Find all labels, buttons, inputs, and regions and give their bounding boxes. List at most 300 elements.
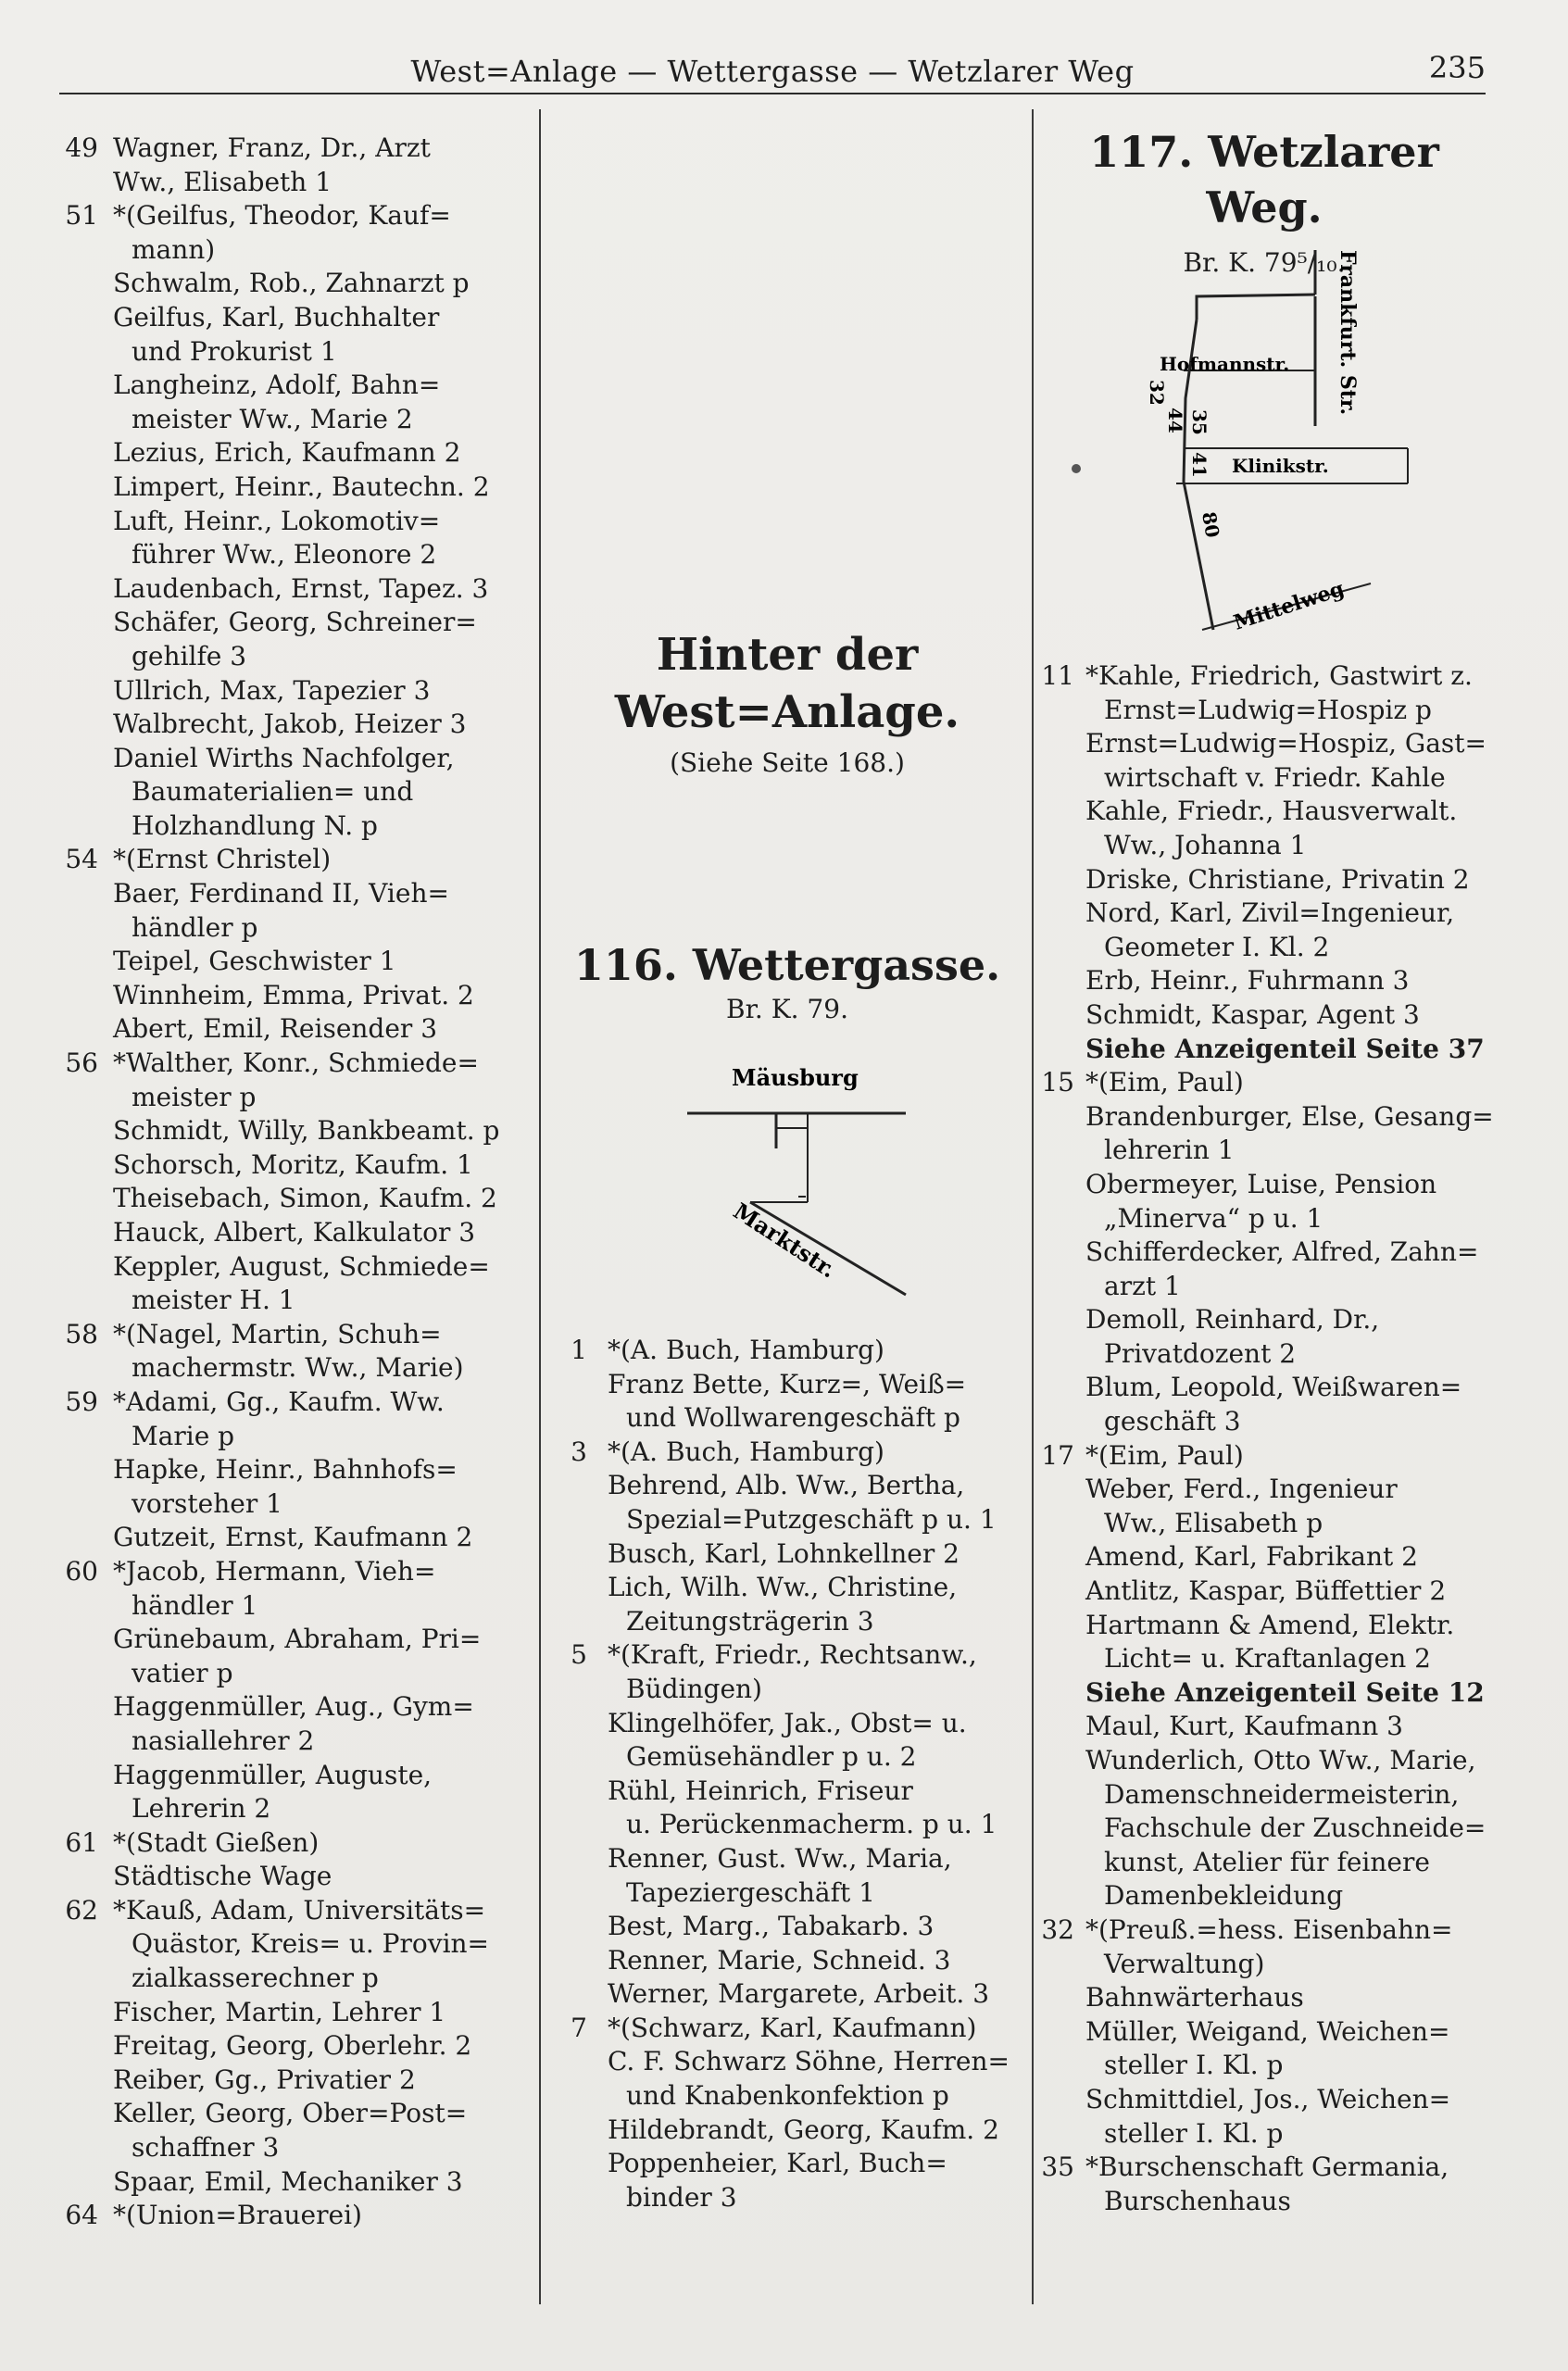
entry-text: arzt 1 xyxy=(1104,1270,1181,1301)
entry-text: Fischer, Martin, Lehrer 1 xyxy=(113,1996,446,2027)
directory-entry-line xyxy=(56,1250,528,1285)
entry-text: steller I. Kl. p xyxy=(1104,2117,1284,2149)
directory-entry-line xyxy=(546,1537,1023,1572)
entry-text: vorsteher 1 xyxy=(132,1487,282,1519)
entry-text: *(A. Buch, Hamburg) xyxy=(608,1335,884,1365)
directory-entry-line xyxy=(56,1657,528,1691)
directory-entry-line xyxy=(1022,1879,1513,1913)
entry-text: Renner, Gust. Ww., Maria, xyxy=(608,1842,952,1874)
house-number: 15 xyxy=(1041,1067,1074,1098)
house-number-80: 80 xyxy=(1198,509,1224,540)
wettergasse-map-ref: Br. K. 79. xyxy=(726,994,848,1024)
entry-text: Limpert, Heinr., Bautechn. 2 xyxy=(113,470,490,502)
entry-text: Tapeziergeschäft 1 xyxy=(626,1876,875,1908)
directory-entry-line xyxy=(1022,1812,1513,1846)
directory-entry-line xyxy=(56,2029,528,2064)
directory-entry-line xyxy=(1022,1948,1513,1982)
entry-text: meister Ww., Marie 2 xyxy=(132,403,413,434)
entry-text: *(Geilfus, Theodor, Kauf= xyxy=(113,200,451,232)
wettergasse-section xyxy=(556,937,1019,1026)
directory-entry-line xyxy=(56,1386,528,1420)
directory-entry-line xyxy=(56,1759,528,1793)
entry-text: und Knabenkonfektion p xyxy=(626,2080,949,2112)
directory-entry-line xyxy=(546,1808,1023,1842)
house-number: 1 xyxy=(571,1335,587,1365)
entry-text: *(Preuß.=hess. Eisenbahn= xyxy=(1085,1913,1453,1945)
directory-entry-line xyxy=(56,911,528,946)
hofmannstr-label: Hofmannstr. xyxy=(1160,353,1290,375)
entry-text: Hartmann & Amend, Elektr. xyxy=(1085,1609,1455,1640)
advertisement-reference: Siehe Anzeigenteil Seite 37 xyxy=(1085,1033,1485,1064)
directory-entry-line xyxy=(56,1962,528,1996)
entry-text: Theisebach, Simon, Kaufm. 2 xyxy=(113,1183,497,1214)
entry-text: Baumaterialien= und xyxy=(132,776,414,808)
directory-entry-line xyxy=(56,1725,528,1759)
entry-text: Grünebaum, Abraham, Pri= xyxy=(113,1624,482,1655)
entry-text: lehrerin 1 xyxy=(1104,1135,1235,1166)
entry-text: schaffner 3 xyxy=(132,2132,280,2164)
entry-text: Maul, Kurt, Kaufmann 3 xyxy=(1085,1711,1403,1742)
entry-text: Luft, Heinr., Lokomotiv= xyxy=(113,505,441,536)
hinter-heading-1: Hinter der xyxy=(656,629,919,681)
entry-text: Hapke, Heinr., Bahnhofs= xyxy=(113,1454,458,1486)
entry-text: Schifferdecker, Alfred, Zahn= xyxy=(1085,1236,1479,1268)
house-number-35: 35 xyxy=(1188,409,1210,435)
column-divider-1 xyxy=(539,109,541,2304)
entry-text: Ernst=Ludwig=Hospiz p xyxy=(1104,694,1432,725)
entry-text: gehilfe 3 xyxy=(132,640,247,671)
entry-text: Schwalm, Rob., Zahnarzt p xyxy=(113,268,470,299)
directory-entry-line xyxy=(56,301,528,335)
entry-text: wirtschaft v. Friedr. Kahle xyxy=(1104,761,1446,793)
entry-text: Keppler, August, Schmiede= xyxy=(113,1250,490,1282)
entry-text: Quästor, Kreis= u. Provin= xyxy=(132,1928,490,1960)
entry-text: führer Ww., Eleonore 2 xyxy=(132,539,437,571)
page-header xyxy=(59,48,1486,94)
directory-entry-line xyxy=(1022,1236,1513,1270)
directory-entry-line xyxy=(1022,1405,1513,1439)
directory-entry-line xyxy=(56,572,528,607)
entry-text: Gutzeit, Ernst, Kaufmann 2 xyxy=(113,1522,473,1553)
directory-entry-line xyxy=(1022,1507,1513,1541)
entry-text: Laudenbach, Ernst, Tapez. 3 xyxy=(113,572,489,604)
entry-text: Busch, Karl, Lohnkellner 2 xyxy=(608,1537,960,1569)
directory-entry-line xyxy=(1022,1778,1513,1813)
entry-text: Wunderlich, Otto Ww., Marie, xyxy=(1085,1745,1476,1775)
directory-entry-line xyxy=(546,1334,1023,1368)
directory-entry-line xyxy=(1022,1913,1513,1948)
entry-text: meister H. 1 xyxy=(132,1285,295,1316)
entry-text: Geilfus, Karl, Buchhalter xyxy=(113,301,440,332)
directory-entry-line xyxy=(56,505,528,539)
directory-entry-line xyxy=(1022,1439,1513,1474)
entry-text: Abert, Emil, Reisender 3 xyxy=(113,1013,438,1045)
running-title: West=Anlage — Wettergasse — Wetzlarer Weg xyxy=(410,54,1135,89)
entry-text: machermstr. Ww., Marie) xyxy=(132,1352,464,1384)
entry-text: *(Stadt Gießen) xyxy=(113,1826,320,1858)
house-number: 64 xyxy=(65,2200,98,2231)
wetzlarer-heading: 117. Wetzlarer Weg. xyxy=(1089,127,1439,232)
entry-text: Ww., Elisabeth 1 xyxy=(113,166,332,197)
directory-entry-line xyxy=(1022,1846,1513,1880)
entry-text: Haggenmüller, Auguste, xyxy=(113,1759,433,1790)
wetzlarer-map-ref: Br. K. 79⁵/₁₀. xyxy=(1183,247,1346,278)
house-number-32: 32 xyxy=(1146,380,1168,406)
house-number: 7 xyxy=(571,2012,587,2043)
directory-entry-line xyxy=(56,1894,528,1928)
directory-entry-line xyxy=(1022,761,1513,796)
directory-entry-line xyxy=(56,1420,528,1454)
marktstr-label: Marktstr. xyxy=(728,1197,842,1284)
entry-text: Ullrich, Max, Tapezier 3 xyxy=(113,674,431,706)
entry-text: *(Union=Brauerei) xyxy=(113,2200,362,2231)
directory-entry-line xyxy=(56,742,528,776)
directory-entry-line xyxy=(56,2097,528,2131)
directory-entry-line xyxy=(1022,1642,1513,1676)
klinikstr-label: Klinikstr. xyxy=(1232,455,1329,477)
entry-text: *Kauß, Adam, Universitäts= xyxy=(113,1894,486,1926)
entry-text: Schmidt, Willy, Bankbeamt. p xyxy=(113,1115,500,1147)
directory-entry-line xyxy=(1022,1540,1513,1574)
entry-text: Licht= u. Kraftanlagen 2 xyxy=(1104,1643,1431,1675)
directory-entry-line xyxy=(1022,1100,1513,1135)
column-1 xyxy=(56,132,528,2233)
entry-text: Ernst=Ludwig=Hospiz, Gast= xyxy=(1085,728,1487,759)
directory-entry-line xyxy=(56,1216,528,1250)
entry-text: händler p xyxy=(132,911,258,943)
directory-entry-line xyxy=(56,369,528,403)
entry-text: binder 3 xyxy=(626,2181,737,2213)
directory-entry-line xyxy=(1022,1371,1513,1405)
entry-text: Demoll, Reinhard, Dr., xyxy=(1085,1304,1380,1336)
header-rule xyxy=(59,93,1486,94)
directory-entry-line xyxy=(1022,829,1513,863)
house-number: 32 xyxy=(1041,1913,1074,1945)
directory-entry-line xyxy=(56,335,528,370)
directory-entry-line xyxy=(546,2114,1023,2148)
entry-text: Teipel, Geschwister 1 xyxy=(113,946,396,977)
entry-text: meister p xyxy=(132,1081,257,1112)
entry-text: Renner, Marie, Schneid. 3 xyxy=(608,1944,951,1976)
directory-entry-line xyxy=(56,436,528,470)
directory-entry-line xyxy=(56,233,528,268)
directory-entry-line xyxy=(546,1571,1023,1605)
entry-text: Weber, Ferd., Ingenieur xyxy=(1085,1474,1398,1505)
directory-entry-line xyxy=(1022,2185,1513,2219)
entry-text: Kahle, Friedr., Hausverwalt. xyxy=(1085,796,1458,827)
directory-entry-line xyxy=(546,2147,1023,2181)
directory-entry-line xyxy=(56,979,528,1013)
directory-entry-line xyxy=(546,1977,1023,2012)
entry-text: Brandenburger, Else, Gesang= xyxy=(1085,1100,1494,1132)
directory-entry-line xyxy=(1022,1134,1513,1168)
directory-entry-line xyxy=(546,2045,1023,2079)
entry-text: Daniel Wirths Nachfolger, xyxy=(113,742,455,773)
directory-entry-line xyxy=(546,1673,1023,1707)
directory-entry-line xyxy=(1022,897,1513,931)
directory-entry-line xyxy=(1022,727,1513,761)
entry-text: und Prokurist 1 xyxy=(132,335,337,367)
house-number: 60 xyxy=(65,1555,98,1587)
entry-text: *(A. Buch, Hamburg) xyxy=(608,1436,884,1467)
directory-entry-line xyxy=(1022,2015,1513,2050)
directory-entry-line xyxy=(56,945,528,979)
hinter-reference: (Siehe Seite 168.) xyxy=(670,747,905,778)
directory-entry-line xyxy=(56,1012,528,1047)
directory-entry-line xyxy=(1022,1168,1513,1202)
entry-text: kunst, Atelier für feinere xyxy=(1104,1846,1430,1877)
house-number: 61 xyxy=(65,1826,98,1858)
page-number: 235 xyxy=(1428,50,1486,85)
entry-text: Rühl, Heinrich, Friseur xyxy=(608,1775,913,1806)
entry-text: Privatdozent 2 xyxy=(1104,1337,1297,1369)
directory-entry-line xyxy=(56,2131,528,2165)
entry-text: Büdingen) xyxy=(626,1673,762,1704)
directory-entry-line xyxy=(56,1589,528,1624)
entry-text: Marie p xyxy=(132,1420,235,1451)
directory-entry-line xyxy=(1022,1609,1513,1643)
entry-text: Damenschneidermeisterin, xyxy=(1104,1778,1460,1810)
directory-entry-line xyxy=(56,2064,528,2098)
directory-entry-line xyxy=(546,1469,1023,1503)
entry-text: Schmidt, Kaspar, Agent 3 xyxy=(1085,998,1420,1030)
directory-entry-line xyxy=(56,1690,528,1725)
entry-text: *(Nagel, Martin, Schuh= xyxy=(113,1318,442,1349)
frankfurt-str-label: Frankfurt. Str. xyxy=(1336,250,1360,416)
directory-entry-line xyxy=(546,1707,1023,1741)
entry-text: *Adami, Gg., Kaufm. Ww. xyxy=(113,1386,445,1417)
entry-text: Reiber, Gg., Privatier 2 xyxy=(113,2064,416,2095)
directory-entry-line xyxy=(56,640,528,674)
entry-text: *Walther, Konr., Schmiede= xyxy=(113,1048,479,1079)
entry-text: vatier p xyxy=(132,1657,233,1688)
entry-text: mann) xyxy=(132,233,216,265)
directory-entry-line xyxy=(546,1638,1023,1673)
entry-text: C. F. Schwarz Söhne, Herren= xyxy=(608,2046,1010,2077)
directory-entry-line xyxy=(56,1792,528,1826)
directory-entry-line xyxy=(546,1740,1023,1775)
directory-entry-line xyxy=(546,1436,1023,1470)
directory-entry-line xyxy=(56,1555,528,1589)
directory-entry-line xyxy=(56,199,528,233)
directory-entry-line xyxy=(56,1284,528,1318)
column-2-bottom xyxy=(546,1334,1023,2214)
directory-entry-line xyxy=(56,267,528,301)
directory-entry-line xyxy=(56,1623,528,1657)
house-number: 35 xyxy=(1041,2151,1074,2183)
entry-text: Spaar, Emil, Mechaniker 3 xyxy=(113,2165,463,2197)
directory-entry-line xyxy=(1022,1270,1513,1304)
directory-entry-line xyxy=(546,1401,1023,1436)
house-number: 5 xyxy=(571,1639,587,1671)
directory-entry-line xyxy=(56,606,528,640)
wetzlarer-map xyxy=(1047,241,1473,648)
entry-text: *(Eim, Paul) xyxy=(1085,1067,1244,1098)
column-3 xyxy=(1022,659,1513,2218)
entry-text: Ww., Elisabeth p xyxy=(1104,1507,1323,1538)
house-number-41: 41 xyxy=(1188,452,1210,478)
directory-entry-line xyxy=(546,2079,1023,2114)
directory-entry-line xyxy=(546,1910,1023,1944)
directory-entry-line xyxy=(546,1842,1023,1876)
directory-entry-line xyxy=(56,538,528,572)
advertisement-reference: Siehe Anzeigenteil Seite 12 xyxy=(1085,1676,1485,1708)
entry-text: Spezial=Putzgeschäft p u. 1 xyxy=(626,1503,997,1535)
directory-entry-line xyxy=(1022,1676,1513,1711)
directory-entry-line xyxy=(1022,1981,1513,2015)
directory-entry-line xyxy=(1022,1574,1513,1609)
directory-entry-line xyxy=(56,1453,528,1487)
entry-text: *(Ernst Christel) xyxy=(113,844,332,875)
entry-text: Blum, Leopold, Weißwaren= xyxy=(1085,1372,1462,1403)
entry-text: Werner, Margarete, Arbeit. 3 xyxy=(608,1978,990,2010)
wettergasse-map xyxy=(667,1056,963,1306)
house-number: 3 xyxy=(571,1436,587,1467)
entry-text: Amend, Karl, Fabrikant 2 xyxy=(1085,1541,1418,1573)
directory-entry-line xyxy=(1022,694,1513,728)
entry-text: Antlitz, Kaspar, Büffettier 2 xyxy=(1085,1575,1447,1607)
directory-entry-line xyxy=(56,674,528,709)
entry-text: *Kahle, Friedrich, Gastwirt z. xyxy=(1085,660,1473,691)
house-number: 56 xyxy=(65,1048,98,1079)
directory-entry-line xyxy=(56,403,528,437)
directory-entry-line xyxy=(56,1081,528,1115)
entry-text: Wagner, Franz, Dr., Arzt xyxy=(113,132,431,163)
entry-text: Fachschule der Zuschneide= xyxy=(1104,1813,1486,1844)
directory-entry-line xyxy=(546,1368,1023,1402)
entry-text: Klingelhöfer, Jak., Obst= u. xyxy=(608,1707,967,1738)
house-number: 58 xyxy=(65,1318,98,1349)
entry-text: *Burschenschaft Germania, xyxy=(1085,2151,1449,2183)
hinter-section xyxy=(556,626,1019,780)
directory-entry-line xyxy=(56,1487,528,1522)
entry-text: Driske, Christiane, Privatin 2 xyxy=(1085,863,1470,895)
directory-entry-line xyxy=(56,1351,528,1386)
mausburg-label: Mäusburg xyxy=(732,1064,859,1091)
entry-text: Geometer I. Kl. 2 xyxy=(1104,931,1330,962)
entry-text: steller I. Kl. p xyxy=(1104,2050,1284,2081)
house-number: 62 xyxy=(65,1894,98,1926)
entry-text: und Wollwarengeschäft p xyxy=(626,1402,960,1434)
directory-entry-line xyxy=(1022,1337,1513,1372)
directory-entry-line xyxy=(56,1047,528,1081)
entry-text: *(Kraft, Friedr., Rechtsanw., xyxy=(608,1639,977,1671)
entry-text: zialkasserechner p xyxy=(132,1963,379,1994)
directory-entry-line xyxy=(56,708,528,742)
entry-text: Baer, Ferdinand II, Vieh= xyxy=(113,878,449,910)
directory-entry-line xyxy=(56,470,528,505)
directory-entry-line xyxy=(546,1503,1023,1537)
entry-text: Freitag, Georg, Oberlehr. 2 xyxy=(113,2030,472,2062)
entry-text: geschäft 3 xyxy=(1104,1406,1241,1437)
entry-text: Schmittdiel, Jos., Weichen= xyxy=(1085,2083,1451,2114)
entry-text: Ww., Johanna 1 xyxy=(1104,829,1307,860)
directory-entry-line xyxy=(56,1114,528,1148)
directory-entry-line xyxy=(56,2199,528,2233)
entry-text: *(Eim, Paul) xyxy=(1085,1439,1244,1471)
entry-text: Walbrecht, Jakob, Heizer 3 xyxy=(113,709,467,740)
directory-entry-line xyxy=(56,1860,528,1894)
directory-entry-line xyxy=(56,2165,528,2200)
directory-entry-line xyxy=(56,809,528,844)
directory-entry-line xyxy=(1022,1066,1513,1100)
entry-text: Bahnwärterhaus xyxy=(1085,1982,1304,2013)
entry-text: Lehrerin 2 xyxy=(132,1793,271,1825)
entry-text: „Minerva“ p u. 1 xyxy=(1104,1202,1323,1234)
directory-entry-line xyxy=(1022,1303,1513,1337)
directory-entry-line xyxy=(1022,2117,1513,2151)
entry-text: Poppenheier, Karl, Buch= xyxy=(608,2148,947,2179)
entry-text: Hauck, Albert, Kalkulator 3 xyxy=(113,1217,476,1248)
directory-entry-line xyxy=(56,1996,528,2030)
directory-entry-line xyxy=(56,1318,528,1352)
entry-text: Zeitungsträgerin 3 xyxy=(626,1605,874,1637)
entry-text: *(Schwarz, Karl, Kaufmann) xyxy=(608,2012,977,2043)
hinter-heading-2: West=Anlage. xyxy=(614,686,960,738)
entry-text: Behrend, Alb. Ww., Bertha, xyxy=(608,1470,965,1501)
entry-text: Schorsch, Moritz, Kaufm. 1 xyxy=(113,1148,473,1180)
wettergasse-heading: 116. Wettergasse. xyxy=(573,940,1001,990)
entry-text: Müller, Weigand, Weichen= xyxy=(1085,2015,1450,2047)
directory-entry-line xyxy=(546,2181,1023,2215)
directory-entry-line xyxy=(546,1876,1023,1911)
directory-entry-line xyxy=(546,2012,1023,2046)
entry-text: Langheinz, Adolf, Bahn= xyxy=(113,370,441,401)
directory-entry-line xyxy=(1022,2083,1513,2117)
directory-entry-line xyxy=(1022,1033,1513,1067)
house-number: 51 xyxy=(65,200,98,232)
directory-entry-line xyxy=(1022,964,1513,998)
house-number: 17 xyxy=(1041,1439,1074,1471)
directory-entry-line xyxy=(1022,931,1513,965)
directory-entry-line xyxy=(56,775,528,809)
entry-text: Burschenhaus xyxy=(1104,2185,1291,2216)
directory-entry-line xyxy=(1022,1744,1513,1778)
entry-text: Holzhandlung N. p xyxy=(132,809,378,841)
entry-text: händler 1 xyxy=(132,1589,258,1621)
entry-text: *Jacob, Hermann, Vieh= xyxy=(113,1555,436,1587)
entry-text: Best, Marg., Tabakarb. 3 xyxy=(608,1911,935,1942)
entry-text: Hildebrandt, Georg, Kaufm. 2 xyxy=(608,2114,999,2145)
directory-entry-line xyxy=(56,1521,528,1555)
mittelweg-label: Mittelweg xyxy=(1230,576,1348,635)
directory-entry-line xyxy=(546,1775,1023,1809)
house-number-44: 44 xyxy=(1164,408,1186,433)
entry-text: Erb, Heinr., Fuhrmann 3 xyxy=(1085,965,1410,997)
directory-entry-line xyxy=(546,1605,1023,1639)
directory-entry-line xyxy=(1022,2151,1513,2185)
entry-text: Verwaltung) xyxy=(1104,1948,1265,1979)
directory-entry-line xyxy=(1022,1710,1513,1744)
entry-text: Nord, Karl, Zivil=Ingenieur, xyxy=(1085,897,1455,929)
directory-entry-line xyxy=(1022,863,1513,897)
house-number: 49 xyxy=(65,132,98,163)
house-number: 59 xyxy=(65,1386,98,1417)
directory-entry-line xyxy=(1022,659,1513,694)
entry-text: Keller, Georg, Ober=Post= xyxy=(113,2098,468,2129)
entry-text: nasiallehrer 2 xyxy=(132,1725,315,1756)
entry-text: Winnheim, Emma, Privat. 2 xyxy=(113,979,474,1010)
directory-entry-line xyxy=(1022,1473,1513,1507)
directory-entry-line xyxy=(56,166,528,200)
directory-entry-line xyxy=(546,1944,1023,1978)
house-number: 11 xyxy=(1041,660,1074,691)
entry-text: Lich, Wilh. Ww., Christine, xyxy=(608,1572,958,1603)
directory-entry-line xyxy=(1022,795,1513,829)
entry-text: u. Perückenmacherm. p u. 1 xyxy=(626,1809,997,1840)
entry-text: Franz Bette, Kurz=, Weiß= xyxy=(608,1368,967,1399)
directory-entry-line xyxy=(1022,2049,1513,2083)
